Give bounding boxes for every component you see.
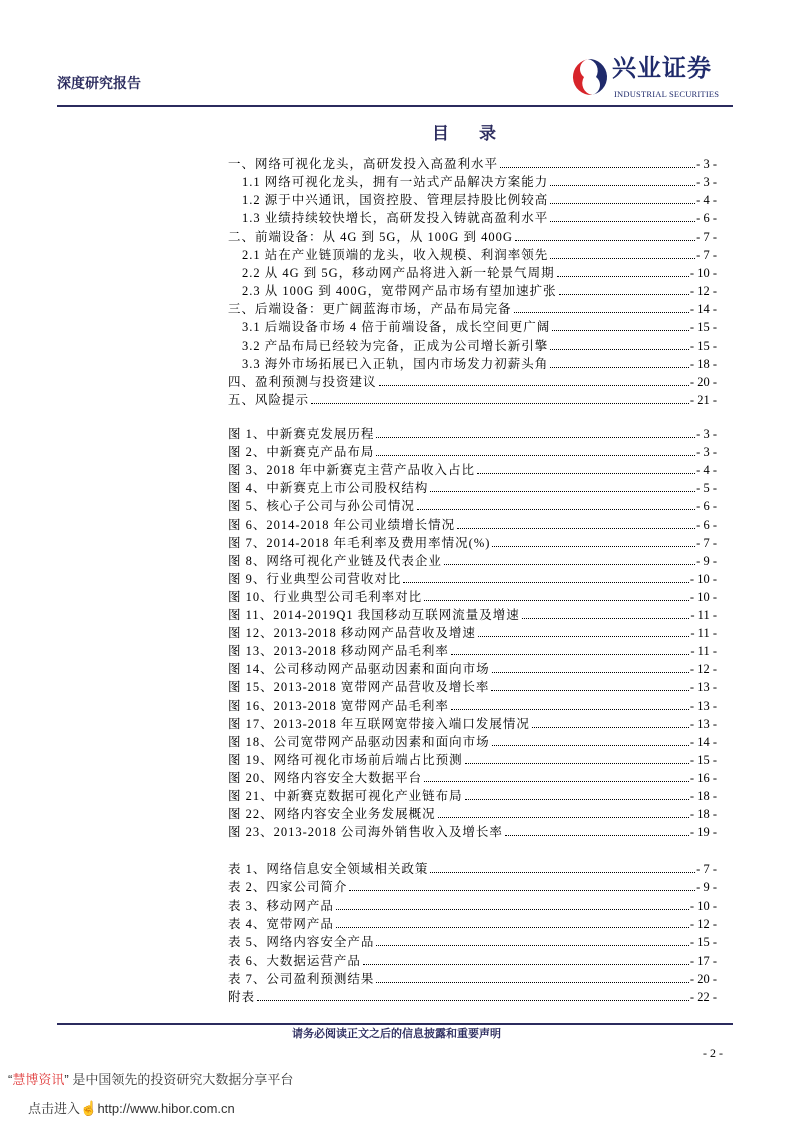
toc-entry-page: - 13 - [689,698,717,713]
toc-entry-label: 图 7、2014-2018 年毛利率及费用率情况(%) [228,535,491,550]
toc-entry-page: - 3 - [696,157,717,171]
toc-entry-page: - 21 - [689,392,717,407]
dot-leader [336,927,689,928]
dot-leader [376,437,695,438]
toc-entry-label: 图 5、核心子公司与孙公司情况 [228,499,415,514]
toc-entry-page: - 18 - [689,789,717,803]
dot-leader [336,909,689,910]
toc-entry-page: - 18 - [689,356,717,371]
toc-entry-page: - 17 - [689,953,717,968]
toc-section-entry[interactable] [228,390,717,408]
dot-leader [514,312,689,313]
toc-figure-entry[interactable] [228,714,717,732]
toc-title: 目 录 [432,124,508,144]
hand-pointer-icon: ☝ [80,1100,98,1116]
toc-entry-page: - 6 - [696,517,717,532]
toc-entry-label: 图 13、2013-2018 移动网产品毛利率 [228,644,449,659]
toc-entry-label: 附表 [228,990,256,1005]
toc-entry-label: 图 20、网络内容安全大数据平台 [228,770,423,785]
toc-entry-page: - 13 - [689,716,717,731]
toc-table-entry[interactable] [228,914,717,932]
promo-brand: 慧博资讯 [12,1072,65,1087]
toc-figure-entry[interactable] [228,605,717,623]
toc-section-entry[interactable] [242,190,717,208]
toc-entry-label: 图 23、2013-2018 公司海外销售收入及增长率 [228,825,503,840]
toc-figure-entry[interactable] [228,587,717,605]
header-divider [57,105,733,107]
toc-entry-page: - 16 - [689,770,717,785]
dot-leader [465,799,689,800]
toc-entry-label: 1.1 网络可视化龙头，拥有一站式产品解决方案能力 [242,175,549,190]
toc-figure-entry[interactable] [228,551,717,569]
toc-figure-entry[interactable] [228,822,717,840]
dot-leader [257,1000,689,1001]
toc-table-entry[interactable] [228,969,717,987]
toc-entry-label: 图 10、行业典型公司毛利率对比 [228,589,423,604]
toc-entry-label: 表 1、网络信息安全领域相关政策 [228,862,429,876]
toc-entry-label: 表 6、大数据运营产品 [228,953,361,968]
toc-entry-label: 图 1、中新赛克发展历程 [228,427,375,441]
toc-entry-page: - 12 - [689,284,717,299]
dot-leader [430,872,695,873]
toc-entry-label: 2.2 从 4G 到 5G，移动网产品将进入新一轮景气周期 [242,265,555,280]
toc-section-entry[interactable] [242,245,717,263]
toc-entry-label: 图 19、网络可视化市场前后端占比预测 [228,752,463,767]
toc-entry-page: - 13 - [689,680,717,695]
toc-section-entry[interactable] [242,336,717,354]
toc-figure-entry[interactable] [228,424,717,442]
dot-leader [438,817,689,818]
toc-entry-page: - 18 - [689,807,717,822]
promo-text: 是中国领先的投资研究大数据分享平台 [68,1072,294,1087]
dot-leader [532,727,689,728]
dot-leader [376,455,695,456]
toc-entry-label: 2.1 站在产业链顶端的龙头，收入规模、利润率领先 [242,247,549,262]
toc-entry-label: 图 15、2013-2018 宽带网产品营收及增长率 [228,680,490,695]
toc-section-entry[interactable] [242,354,717,372]
dot-leader [492,745,689,746]
toc-entry-page: - 6 - [696,499,717,514]
dot-leader [522,618,690,619]
toc-entry-page: - 10 - [689,898,717,913]
toc-table-entry[interactable] [228,987,717,1005]
toc-figure-entry[interactable] [228,750,717,768]
disclaimer-note: 请务必阅读正文之后的信息披露和重要声明 [292,1027,501,1040]
toc-section-entry[interactable] [242,263,717,281]
toc-entry-page: - 14 - [689,734,717,749]
toc-entry-page: - 20 - [689,971,717,986]
dot-leader [417,509,695,510]
logo-chinese-name: 兴业证券 [612,53,712,82]
toc-entry-page: - 3 - [696,445,717,460]
toc-entry-label: 图 16、2013-2018 宽带网产品毛利率 [228,698,449,713]
dot-leader [477,473,695,474]
toc-table-entry[interactable] [228,951,717,969]
dot-leader [552,330,689,331]
dot-leader [557,276,689,277]
dot-leader [363,964,689,965]
toc-figure-entry[interactable] [228,442,717,460]
dot-leader [550,349,689,350]
toc-entry-label: 图 6、2014-2018 年公司业绩增长情况 [228,517,456,532]
dot-leader [500,167,695,168]
toc-figure-entry[interactable] [228,569,717,587]
toc-entry-page: - 3 - [696,175,717,190]
toc-figure-entry[interactable] [228,732,717,750]
toc-entry-page: - 15 - [689,320,717,335]
toc-section-entry[interactable] [228,299,717,317]
toc-entry-page: - 11 - [690,608,717,622]
toc-entry-page: - 7 - [696,247,717,262]
dot-leader [349,890,695,891]
toc-entry-label: 图 4、中新赛克上市公司股权结构 [228,481,429,496]
logo-english-name: INDUSTRIAL SECURITIES [614,89,720,99]
hibor-link[interactable]: http://www.hibor.com.cn [97,1101,235,1116]
toc-entry-page: - 4 - [696,193,717,208]
dot-leader [505,835,689,836]
toc-entry-label: 3.2 产品布局已经较为完备，正成为公司增长新引擎 [242,338,549,353]
toc-entry-page: - 10 - [689,265,717,280]
toc-figure-entry[interactable] [228,478,717,496]
toc-entry-page: - 4 - [696,463,717,478]
toc-figure-entry[interactable] [228,641,717,659]
dot-leader [379,385,689,386]
toc-entry-page: - 3 - [696,427,717,441]
toc-entry-label: 图 17、2013-2018 年互联网宽带接入端口发展情况 [228,716,530,731]
toc-entry-page: - 14 - [689,302,717,317]
toc-entry-label: 图 9、行业典型公司营收对比 [228,571,402,586]
dot-leader [376,982,689,983]
toc-section-entry[interactable] [228,372,717,390]
link-prefix: 点击进入 [28,1101,81,1116]
dot-leader [311,403,689,404]
toc-entry-label: 表 2、四家公司简介 [228,880,348,895]
toc-figure-entry[interactable] [228,677,717,695]
toc-entry-page: - 15 - [689,338,717,353]
quote-close: ” [64,1072,69,1087]
toc-entry-label: 表 7、公司盈利预测结果 [228,971,375,986]
toc-figure-entry[interactable] [228,659,717,677]
toc-figure-entry[interactable] [228,496,717,514]
toc-entry-label: 图 2、中新赛克产品布局 [228,445,375,460]
dot-leader [403,582,689,583]
toc-entry-label: 图 11、2014-2019Q1 我国移动互联网流量及增速 [228,608,520,622]
toc-section-entry[interactable] [228,227,717,245]
toc-entry-label: 一、网络可视化龙头，高研发投入高盈利水平 [228,157,499,171]
toc-table-entry[interactable] [228,896,717,914]
toc-entry-page: - 7 - [696,862,717,876]
dot-leader [430,491,695,492]
dot-leader [491,690,689,691]
toc-entry-label: 表 3、移动网产品 [228,898,334,913]
toc-section-entry[interactable] [242,208,717,226]
toc-section-entry[interactable] [242,172,717,190]
dot-leader [478,636,689,637]
dot-leader [492,672,689,673]
toc-entry-page: - 15 - [689,752,717,767]
toc-entry-page: - 11 - [690,626,717,641]
toc-entry-label: 图 14、公司移动网产品驱动因素和面向市场 [228,662,490,677]
toc-entry-label: 图 18、公司宽带网产品驱动因素和面向市场 [228,734,490,749]
toc-section-entry[interactable] [228,154,717,172]
promo-link-line [28,1099,235,1118]
toc-entry-label: 图 3、2018 年中新赛克主营产品收入占比 [228,463,476,478]
toc-entry-page: - 5 - [696,481,717,496]
toc-figure-entry[interactable] [228,786,717,804]
dot-leader [550,185,695,186]
dot-leader [451,654,689,655]
toc-entry-label: 图 21、中新赛克数据可视化产业链布局 [228,789,463,803]
toc-entry-label: 图 22、网络内容安全业务发展概况 [228,807,436,822]
toc-entry-label: 表 5、网络内容安全产品 [228,935,375,950]
dot-leader [492,546,695,547]
toc-entry-page: - 7 - [696,229,717,244]
toc-figure-entry[interactable] [228,515,717,533]
toc-table-entry[interactable] [228,877,717,895]
dot-leader [451,709,689,710]
dot-leader [559,294,689,295]
toc-entry-page: - 6 - [696,211,717,226]
toc-entry-label: 图 8、网络可视化产业链及代表企业 [228,553,442,568]
toc-entry-label: 四、盈利预测与投资建议 [228,374,377,389]
toc-entry-page: - 9 - [696,553,717,568]
toc-entry-page: - 10 - [689,571,717,586]
toc-table-entry[interactable] [228,932,717,950]
toc-entry-page: - 15 - [689,935,717,950]
toc-figure-entry[interactable] [228,696,717,714]
dot-leader [550,258,695,259]
toc-section-entry[interactable] [242,281,717,299]
dot-leader [444,564,695,565]
toc-section-entry[interactable] [242,317,717,335]
toc-entry-label: 1.3 业绩持续较快增长，高研发投入铸就高盈利水平 [242,211,549,226]
toc-figure-entry[interactable] [228,533,717,551]
toc-entry-page: - 22 - [689,990,717,1005]
footer-divider [57,1023,733,1025]
toc-entry-page: - 12 - [689,916,717,931]
dot-leader [550,221,695,222]
dot-leader [424,781,689,782]
toc-entry-label: 3.3 海外市场拓展已入正轨，国内市场发力初薪头角 [242,356,549,371]
dot-leader [457,528,695,529]
toc-figure-entry[interactable] [228,460,717,478]
dot-leader [424,600,689,601]
toc-entry-label: 五、风险提示 [228,392,310,407]
page-number: - 2 - [703,1046,723,1060]
dot-leader [465,763,689,764]
report-type-label: 深度研究报告 [57,76,141,92]
toc-entry-page: - 20 - [689,374,717,389]
toc-entry-label: 2.3 从 100G 到 400G，宽带网产品市场有望加速扩张 [242,284,557,299]
toc-entry-page: - 19 - [689,825,717,840]
promo-tagline [8,1072,293,1088]
toc-entry-label: 二、前端设备：从 4G 到 5G，从 100G 到 400G [228,229,513,244]
toc-table-entry[interactable] [228,859,717,877]
quote-open: “ [8,1072,13,1087]
toc-figure-entry[interactable] [228,623,717,641]
dot-leader [550,367,689,368]
toc-entry-page: - 9 - [696,880,717,895]
dot-leader [515,240,695,241]
toc-entry-page: - 10 - [689,589,717,604]
dot-leader [376,945,689,946]
toc-entry-label: 三、后端设备：更广阔蓝海市场，产品布局完备 [228,302,512,317]
toc-entry-page: - 7 - [696,535,717,550]
toc-entry-label: 图 12、2013-2018 移动网产品营收及增速 [228,626,476,641]
dot-leader [550,203,695,204]
toc-entry-label: 表 4、宽带网产品 [228,916,334,931]
company-logo [572,54,734,102]
logo-swirl-icon [572,57,608,97]
toc-entry-page: - 11 - [690,644,717,659]
toc-figure-entry[interactable] [228,804,717,822]
toc-entry-page: - 12 - [689,662,717,677]
toc-entry-label: 1.2 源于中兴通讯，国资控股、管理层持股比例较高 [242,193,549,208]
toc-entry-label: 3.1 后端设备市场 4 倍于前端设备，成长空间更广阔 [242,320,551,335]
toc-figure-entry[interactable] [228,768,717,786]
